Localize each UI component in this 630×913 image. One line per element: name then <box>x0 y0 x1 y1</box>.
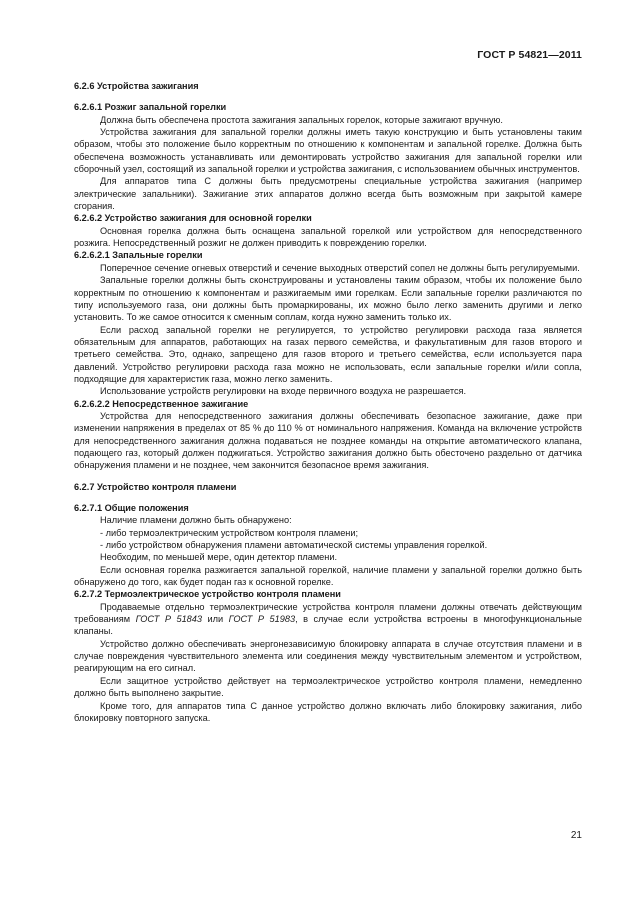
body-paragraph: Наличие пламени должно быть обнаружено: <box>100 515 292 526</box>
section-heading: 6.2.6 Устройства зажигания <box>74 81 199 91</box>
body-paragraph: - либо устройством обнаружения пламени автоматической системы управления горелкой. <box>100 540 488 551</box>
body-paragraph: Поперечное сечение огневых отверстий и сечение выходных отверстий сопел не должны быть регулируемыми. <box>100 262 580 273</box>
section-heading: 6.2.6.1 Розжиг запальной горелки <box>74 102 227 113</box>
page-number: 21 <box>570 830 582 841</box>
standard-number: ГОСТ Р 54821—2011 <box>477 49 582 61</box>
body-paragraph: Устройство должно обеспечивать энергонезависимую блокировку аппарата в случае отсутствия пламени и в случае повреждения чувствительного элемента или соединения между чувствительным элементом и устройством, реагирующим на его сигнал. <box>74 638 582 674</box>
section-heading: 6.2.7 Устройство контроля пламени <box>74 481 237 492</box>
section-heading: 6.2.7.1 Общие положения <box>74 503 189 513</box>
text-run: , в случае если устройства встроены в многофункциональные клапаны. <box>74 614 582 637</box>
body-paragraph: Для аппаратов типа С должны быть предусмотрены специальные устройства зажигания (например электрические запальники). Зажигание этих аппаратов должно всегда быть возможным при закрытой камере сгорания. <box>74 176 582 212</box>
section-heading: 6.2.6.2 Устройство зажигания для основной горелки <box>74 213 312 224</box>
spacer <box>74 493 582 502</box>
spacer <box>74 472 582 481</box>
body-paragraph: Должна быть обеспечена простота зажигания запальных горелок, которые зажигают вручную. <box>100 114 503 125</box>
text-run: или <box>202 614 229 625</box>
body-paragraph: Основная горелка должна быть оснащена запальной горелкой или устройством для непосредственного розжига. Непосредственный розжиг не должен приводить к повреждению горелки. <box>74 225 582 249</box>
document-body <box>74 80 582 724</box>
body-paragraph: Необходим, по меньшей мере, один детектор пламени. <box>100 552 337 563</box>
spacer <box>74 92 582 101</box>
body-paragraph: Если расход запальной горелки не регулируется, то устройство регулировки расхода газа является обязательным для аппаратов, работающих на газах первого семейства, и факультативным для газов второго и третьего семейства. Это, однако, запрещено для газов второго и третьего семейства, если используется пара давлений. Устройство регулировки расхода газа можно не использовать, если запальные горелки и/или сопла, подходящие для характеристик газа, можно легко заменить. <box>74 324 582 384</box>
text-run: Продаваемые отдельно термоэлектрические устройства контроля пламени должны отвечать действующим требованиям <box>74 601 582 625</box>
body-paragraph <box>74 601 582 638</box>
body-paragraph: Устройства для непосредственного зажигания должны обеспечивать безопасное зажигание, даже при изменении напряжения в пределах от 85 % до 110 % от номинального напряжения. Команда на включение устройств для непосредственного зажигания должна подаваться не позднее команды на открытие автоматического клапана, подающего газ, который должен поджигаться. Устройство зажигания должно быть обесточено раздельно от датчика обнаружения пламени и не позднее, чем закончится безопасное время зажигания. <box>74 410 582 471</box>
body-paragraph: Запальные горелки должны быть сконструированы и установлены таким образом, чтобы их положение было корректным по отношению к компонентам и разжигаемым ими горелкам. Если запальные горелки различаются по типу используемого газа, они должны быть промаркированы, их можно было легко заменить другими и легко установить. То же самое относится к сменным соплам, когда нужно заменить только их. <box>74 275 582 323</box>
body-paragraph: Кроме того, для аппаратов типа С данное устройство должно включать либо блокировку зажигания, либо блокировку повторного запуска. <box>74 700 582 723</box>
body-paragraph: Устройства зажигания для запальной горелки должны иметь такую конструкцию и быть установлены таким образом, чтобы это положение было корректным по отношению к компонентам и запальной горелке. Должна быть обеспечена возможность устанавливать или демонтировать устройство зажигания для запальной горелки или сборочный узел, состоящий из запальной горелки и устройства зажигания, с использованием обычных инструментов. <box>74 127 582 175</box>
body-paragraph: - либо термоэлектрическим устройством контроля пламени; <box>100 527 359 538</box>
standard-reference: ГОСТ Р 51983 <box>228 614 296 625</box>
body-paragraph: Если защитное устройство действует на термоэлектрическое устройство контроля пламени, немедленно должно быть выполнено закрытие. <box>74 675 582 699</box>
body-paragraph: Использование устройств регулировки на входе первичного воздуха не разрешается. <box>100 386 467 397</box>
section-heading: 6.2.6.2.1 Запальные горелки <box>74 250 203 261</box>
body-paragraph: Если основная горелка разжигается запальной горелкой, наличие пламени у запальной горелки должно быть обнаружено до того, как будет подан газ к основной горелке. <box>74 564 582 588</box>
section-heading: 6.2.7.2 Термоэлектрическое устройство контроля пламени <box>74 589 341 600</box>
standard-reference: ГОСТ Р 51843 <box>135 614 203 625</box>
section-heading: 6.2.6.2.2 Непосредственное зажигание <box>74 398 249 409</box>
